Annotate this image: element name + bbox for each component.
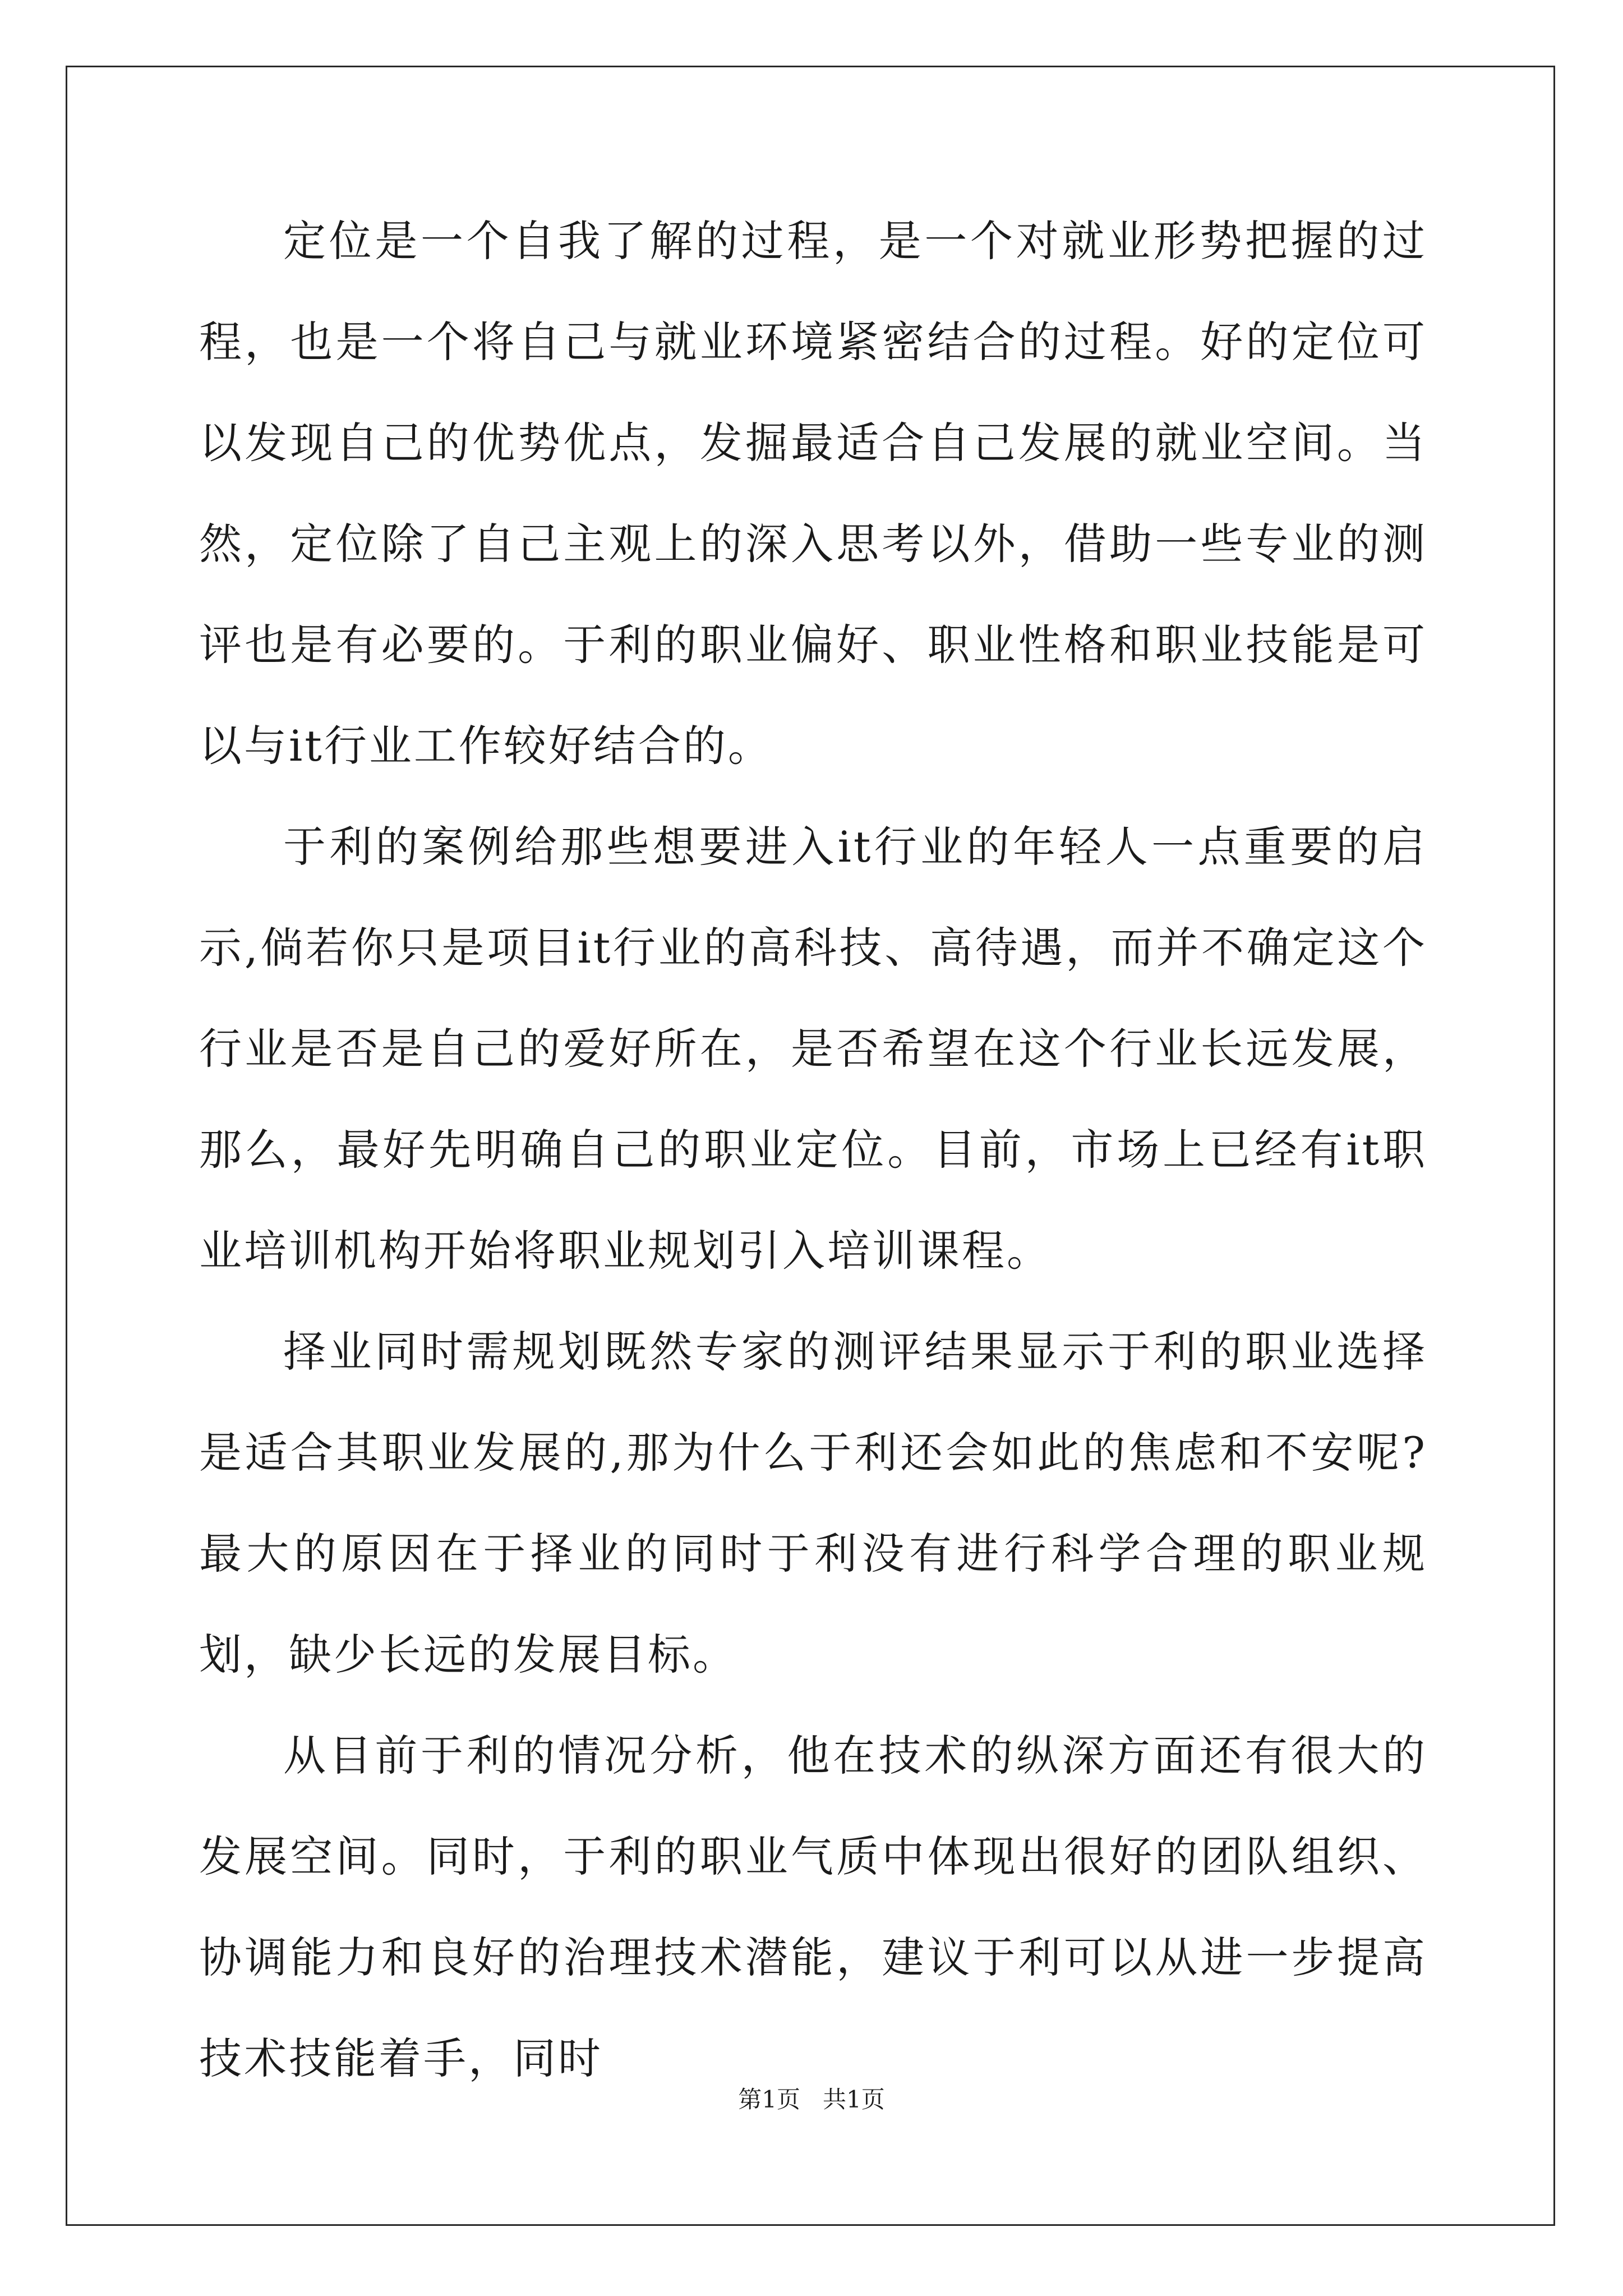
paragraph: 于利的案例给那些想要进入it行业的年轻人一点重要的启示,倘若你只是项目it行业的高科技、高待遇，而并不确定这个行业是否是自己的爱好所在，是否希望在这个行业长远发展，那么，最好先明确自己的职业定位。目前，市场上已经有it职业培训机构开始将职业规划引入培训课程。 xyxy=(199,822,1427,1276)
paragraph: 定位是一个自我了解的过程，是一个对就业形势把握的过程，也是一个将自己与就业环境紧密结合的过程。好的定位可以发现自己的优势优点，发掘最适合自己发展的就业空间。当然，定位除了自己主观上的深入思考以外，借助一些专业的测评也是有必要的。于利的职业偏好、职业性格和职业技能是可以与it行业工作较好结合的。 xyxy=(199,216,1427,771)
paragraph: 从目前于利的情况分析，他在技术的纵深方面还有很大的发展空间。同时，于利的职业气质中体现出很好的团队组织、协调能力和良好的治理技术潜能，建议于利可以从进一步提高技术技能着手，同时 xyxy=(199,1731,1427,2083)
page-number: 第1页 xyxy=(738,2086,800,2113)
document-body xyxy=(199,191,1427,2109)
page-total: 共1页 xyxy=(823,2086,885,2113)
page-footer xyxy=(0,2081,1623,2115)
paragraph: 择业同时需规划既然专家的测评结果显示于利的职业选择是适合其职业发展的,那为什么于利还会如此的焦虑和不安呢?最大的原因在于择业的同时于利没有进行科学合理的职业规划，缺少长远的发展目标。 xyxy=(199,1327,1427,1680)
